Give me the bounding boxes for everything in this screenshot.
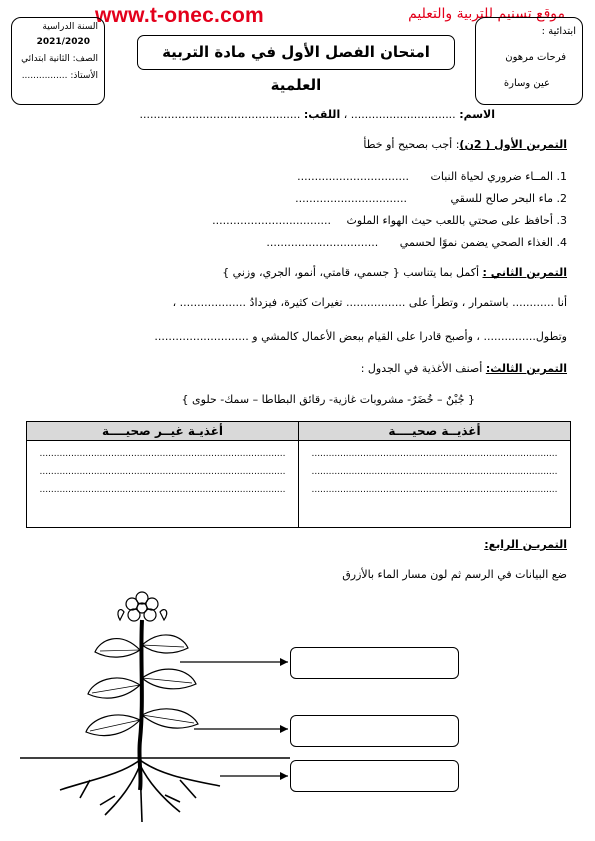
arrow-head-3 [280, 772, 288, 780]
school-town: عين وسارة [503, 78, 550, 89]
col-unhealthy-header: أغذيـة غيــر صحيــــة [27, 422, 299, 441]
school-name: فرحات مرهون [505, 52, 566, 63]
ex1-title: التمرين الأول ( 2ن) [459, 138, 567, 151]
leaf [142, 635, 188, 653]
item-text: أحافظ على صحتي باللعب حيث الهواء الملوث [346, 214, 553, 227]
label-box-1[interactable] [290, 647, 459, 679]
ex1-item-3 [212, 214, 567, 227]
school-year-label: السنة الدراسية [42, 22, 98, 32]
item-number: 4. [556, 236, 567, 249]
ex3-title: التمرين الثالث: [485, 362, 567, 375]
roots [60, 760, 220, 822]
plant-stem [139, 620, 142, 790]
plant-diagram [20, 590, 580, 835]
leaf [86, 715, 140, 736]
header-info-box [11, 17, 105, 105]
name-label: الاسم: [459, 108, 495, 121]
leaf [142, 709, 198, 728]
ex4-title: التمريـن الرابع: [484, 538, 567, 551]
student-info-line [140, 108, 495, 121]
answer-field[interactable]: ................................ [295, 192, 407, 205]
healthy-answer-cell[interactable] [299, 441, 571, 528]
answer-line: ...................................................................................... [39, 449, 286, 459]
arrow-head-1 [280, 658, 288, 666]
ex2-line-2[interactable]: وتطول............... ، وأصبح قادرا على القيام ببعض الأعمال كالمشي و ........................... [154, 330, 567, 343]
label-box-3[interactable] [290, 760, 459, 792]
ex1-instruction: : أجب بصحيح أو خطأ [363, 138, 460, 151]
label-box-2[interactable] [290, 715, 459, 747]
answer-line: ...................................................................................... [39, 485, 286, 495]
comma: ، [343, 108, 348, 121]
item-text: الغذاء الصحي يضمن نموًا لحسمي [399, 236, 553, 249]
exam-title: امتحان الفصل الأول في مادة التربية العلمية [162, 43, 430, 94]
bud-left [118, 610, 124, 620]
name-field[interactable]: .............................. [350, 108, 456, 121]
ex3-heading [361, 362, 567, 375]
answer-field[interactable]: ................................ [266, 236, 379, 249]
ex1-heading [363, 138, 567, 151]
ex3-food-list: { جُبْنٌ – خُضَرٌ- مشروبات غازية- رقائق البطاطا – سمك- حلوى } [181, 393, 475, 406]
item-text: المــاء ضروري لحياة النبات [430, 170, 553, 183]
exam-title-box [137, 35, 455, 94]
class-line: الصف: الثانية ابتدائي [21, 54, 98, 64]
school-year-value: 2021/2020 [36, 37, 90, 47]
ex2-heading [222, 266, 567, 279]
school-box [475, 17, 583, 105]
site-url[interactable]: www.t-onec.com [95, 4, 264, 27]
food-classification-table [26, 421, 571, 528]
ex2-title: التمرين الثاني : [482, 266, 567, 279]
answer-field[interactable]: ................................ [297, 170, 409, 183]
item-text: ماء البحر صالح للسقي [450, 192, 553, 205]
flower-icon [126, 592, 158, 621]
ex3-instruction: أصنف الأغذية في الجدول : [360, 362, 483, 375]
unhealthy-answer-cell[interactable] [27, 441, 299, 528]
answer-line: ...................................................................................... [311, 467, 558, 477]
surname-field[interactable]: .............................................. [139, 108, 301, 121]
site-tagline: موقع تسنيم للتربية والتعليم [408, 6, 565, 22]
leaf [88, 678, 140, 698]
ex2-instruction: أكمل بما يتناسب { جسمي، قامتي، أنمو، الجري، وزني } [222, 266, 480, 279]
item-number: 2. [556, 192, 567, 205]
answer-line: ...................................................................................... [311, 449, 558, 459]
teacher-line: الأستاذ: ................ [21, 71, 98, 81]
answer-line: ...................................................................................... [311, 485, 558, 495]
ex2-line-1[interactable]: أنا ............ باستمرار ، وتطرأ على ................. تغيرات كثيرة، فيزدادُ ................... ، [172, 296, 567, 309]
leaf [95, 639, 140, 657]
ex1-item-1 [297, 170, 567, 183]
surname-label: اللقب: [303, 108, 341, 121]
item-number: 1. [556, 170, 567, 183]
ex1-item-4 [266, 236, 567, 249]
answer-line: ...................................................................................... [39, 467, 286, 477]
school-label: ابتدائية : [541, 26, 576, 37]
arrow-head-2 [280, 725, 288, 733]
bud-right [160, 610, 167, 620]
answer-field[interactable]: .................................. [212, 214, 332, 227]
ex1-item-2 [295, 192, 567, 205]
ex4-instruction: ضع البيانات في الرسم ثم لون مسار الماء بالأزرق [342, 568, 567, 581]
col-healthy-header: أغذيــة صحيــــة [299, 422, 571, 441]
item-number: 3. [556, 214, 567, 227]
